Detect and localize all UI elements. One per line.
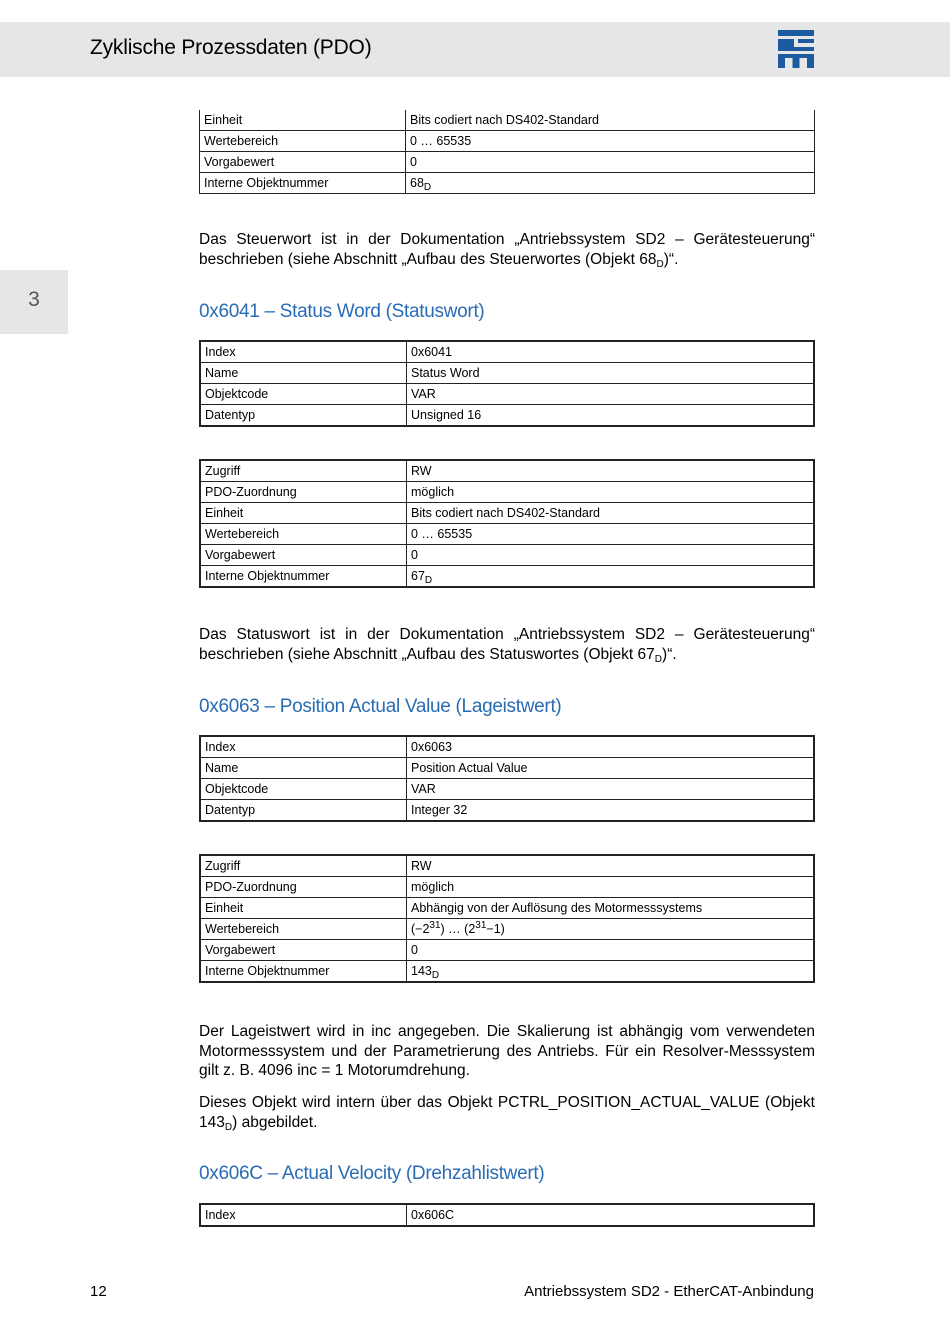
table-key: Einheit	[200, 110, 406, 131]
table-value: Bits codiert nach DS402-Standard	[406, 110, 815, 131]
position-table-a	[199, 735, 815, 822]
section-heading-actual-velocity: 0x606C – Actual Velocity (Drehzahlistwert)	[199, 1163, 545, 1184]
page-header	[0, 22, 950, 77]
table-value: 0 … 65535	[406, 131, 815, 152]
table-row	[200, 545, 814, 566]
table-key: Vorgabewert	[200, 940, 407, 961]
paragraph-statuswort: Das Statuswort ist in der Dokumentation „Antriebssystem SD2 – Gerätesteuerung“ beschrieben (siehe Abschnitt „Aufbau des Statuswortes (Objekt $67_D)“$.	[199, 626, 815, 665]
table-key: PDO-Zuordnung	[200, 482, 407, 503]
table-value: $(-2^{31})$ … $(2^{31}-1)$	[407, 919, 815, 940]
table-row	[200, 503, 814, 524]
table-key: Index	[200, 341, 407, 363]
table-value: 0x6041	[407, 341, 815, 363]
table-row	[200, 940, 814, 961]
table-key: Wertebereich	[200, 919, 407, 940]
table-row	[200, 779, 814, 800]
table-row	[200, 919, 814, 940]
table-row	[200, 800, 814, 822]
table-row	[200, 482, 814, 503]
status-word-table-a-container	[199, 340, 815, 427]
table-value: VAR	[407, 384, 815, 405]
table-row	[200, 363, 814, 384]
status-word-table-a	[199, 340, 815, 427]
paragraph-pctrl-object: Dieses Objekt wird intern über das Objekt PCTRL_POSITION_ACTUAL_VALUE (Objekt $143_D$) abgebildet.	[199, 1094, 815, 1133]
table-row	[200, 877, 814, 898]
table-key: Interne Objektnummer	[200, 566, 407, 588]
top-table-container	[199, 110, 815, 194]
table-key: Name	[200, 758, 407, 779]
table-key: Datentyp	[200, 800, 407, 822]
table-row	[200, 758, 814, 779]
table-value: möglich	[407, 482, 815, 503]
velocity-table-a-container	[199, 1203, 815, 1227]
top-properties-table	[199, 110, 815, 194]
table-key: Objektcode	[200, 384, 407, 405]
position-table-b-container	[199, 854, 815, 983]
footer-document-title: Antriebssystem SD2 - EtherCAT-Anbindung	[524, 1283, 814, 1300]
table-key: Wertebereich	[200, 524, 407, 545]
table-key: Vorgabewert	[200, 545, 407, 566]
table-value: Status Word	[407, 363, 815, 384]
table-value: $143_D$	[407, 961, 815, 983]
table-row	[200, 736, 814, 758]
table-row	[200, 152, 815, 173]
table-key: Zugriff	[200, 460, 407, 482]
section-heading-status-word: 0x6041 – Status Word (Statuswort)	[199, 301, 485, 322]
table-row	[200, 566, 814, 588]
table-key: PDO-Zuordnung	[200, 877, 407, 898]
table-value: RW	[407, 460, 815, 482]
table-value: Position Actual Value	[407, 758, 815, 779]
table-value: 0	[407, 545, 815, 566]
table-key: Vorgabewert	[200, 152, 406, 173]
status-word-table-b	[199, 459, 815, 588]
table-key: Interne Objektnummer	[200, 961, 407, 983]
table-value: RW	[407, 855, 815, 877]
table-row	[200, 855, 814, 877]
table-value: $67_D$	[407, 566, 815, 588]
table-value: 0	[407, 940, 815, 961]
chapter-number: 3	[28, 288, 40, 311]
table-row	[200, 460, 814, 482]
table-key: Wertebereich	[200, 131, 406, 152]
position-table-b	[199, 854, 815, 983]
table-key: Interne Objektnummer	[200, 173, 406, 194]
table-value: VAR	[407, 779, 815, 800]
table-value: Bits codiert nach DS402-Standard	[407, 503, 815, 524]
table-key: Objektcode	[200, 779, 407, 800]
paragraph-steuerwort: Das Steuerwort ist in der Dokumentation „Antriebssystem SD2 – Gerätesteuerung“ beschrieben (siehe Abschnitt „Aufbau des Steuerwortes (Objekt $68_D)“$.	[199, 231, 815, 270]
table-row	[200, 405, 814, 427]
section-heading-position-actual-value: 0x6063 – Position Actual Value (Lageistwert)	[199, 696, 562, 717]
table-row	[200, 110, 815, 131]
company-logo-icon	[778, 30, 814, 68]
paragraph-lageistwert: Der Lageistwert wird in inc angegeben. Die Skalierung ist abhängig vom verwendeten Motormesssystem und der Parametrierung des Antriebs. Für ein Resolver-Messsystem gilt z. B. 4096 inc = 1 Motorumdrehung.	[199, 1023, 815, 1079]
table-value: $68_D$	[406, 173, 815, 194]
table-value: Unsigned 16	[407, 405, 815, 427]
table-row	[200, 341, 814, 363]
table-key: Einheit	[200, 503, 407, 524]
table-row	[200, 898, 814, 919]
table-value: Integer 32	[407, 800, 815, 822]
table-key: Datentyp	[200, 405, 407, 427]
table-row	[200, 384, 814, 405]
table-row	[200, 173, 815, 194]
table-key: Zugriff	[200, 855, 407, 877]
table-row	[200, 961, 814, 983]
table-row	[200, 524, 814, 545]
table-value: Abhängig von der Auflösung des Motormesssystems	[407, 898, 815, 919]
table-row	[200, 131, 815, 152]
velocity-table-a	[199, 1203, 815, 1227]
table-value: möglich	[407, 877, 815, 898]
table-key: Einheit	[200, 898, 407, 919]
table-key: Name	[200, 363, 407, 384]
chapter-tab	[0, 270, 68, 334]
table-value: 0x606C	[407, 1204, 815, 1226]
page-number: 12	[90, 1283, 107, 1300]
table-row	[200, 1204, 814, 1226]
table-value: 0x6063	[407, 736, 815, 758]
table-key: Index	[200, 1204, 407, 1226]
table-value: 0 … 65535	[407, 524, 815, 545]
status-word-table-b-container	[199, 459, 815, 588]
page-title: Zyklische Prozessdaten (PDO)	[90, 36, 372, 59]
table-key: Index	[200, 736, 407, 758]
table-value: 0	[406, 152, 815, 173]
position-table-a-container	[199, 735, 815, 822]
